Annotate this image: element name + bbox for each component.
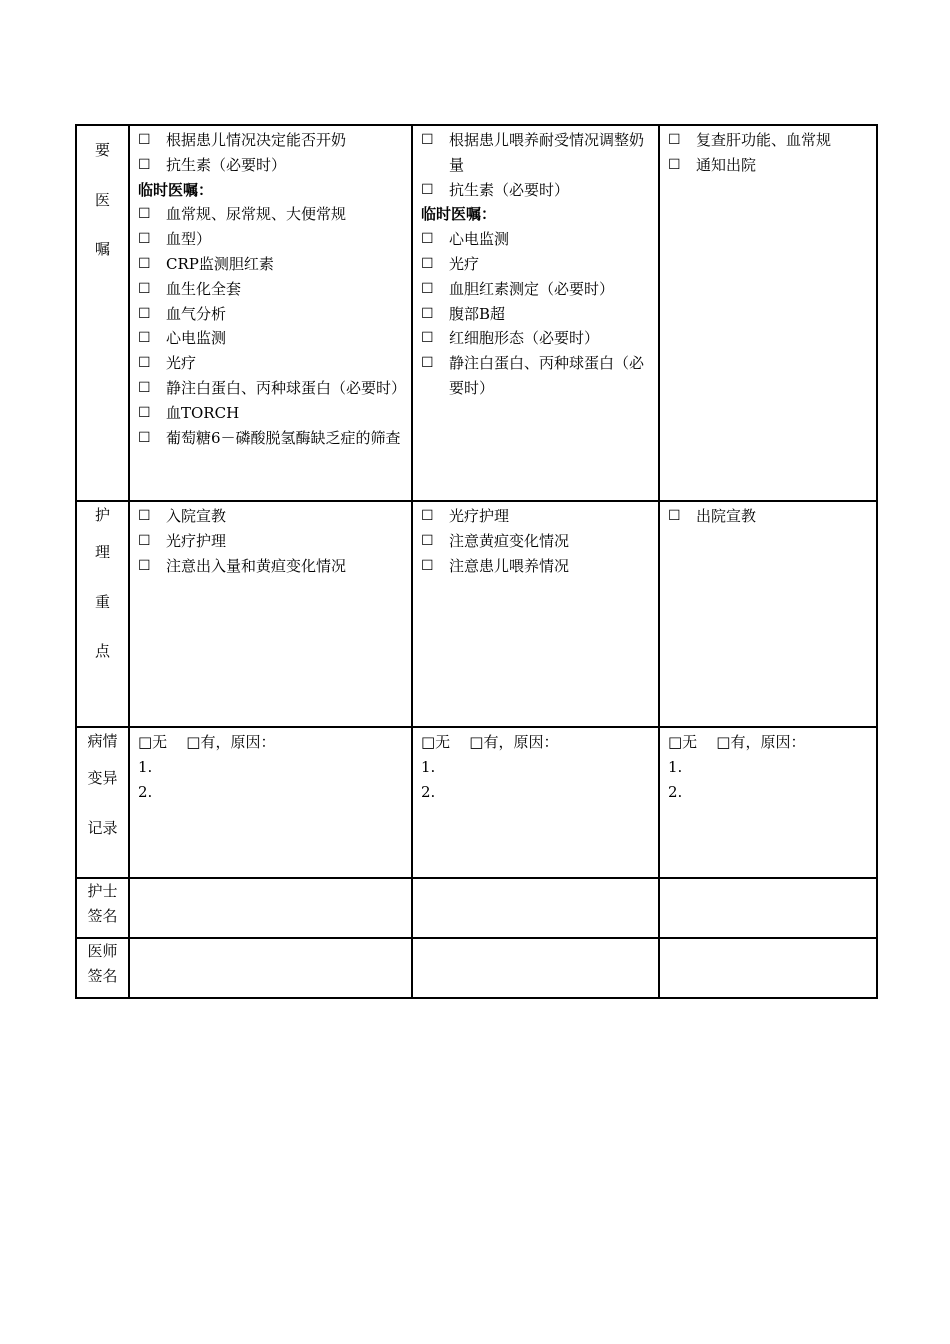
checkbox-icon[interactable]: ☐ [421, 132, 434, 148]
variance-col3 [659, 727, 877, 878]
checkbox-icon[interactable]: ☐ [138, 231, 151, 248]
orders-row [76, 125, 877, 501]
checkbox-icon[interactable]: ☐ [138, 255, 151, 272]
checkbox-icon[interactable]: ☐ [668, 156, 681, 173]
doctor-sign-label: 医师 签名 [76, 938, 129, 998]
variance-row [76, 727, 877, 878]
checklist-item[interactable]: ☐ 腹部B超 [421, 302, 652, 327]
checkbox-icon[interactable]: ☐ [421, 280, 434, 297]
nurse-sign-label: 护士 签名 [76, 878, 129, 938]
checklist-item[interactable]: ☐ 血胆红素测定（必要时） [421, 277, 652, 302]
checkbox-icon[interactable]: ☐ [421, 305, 434, 322]
checkbox-icon[interactable]: ☐ [421, 508, 434, 524]
checklist-item[interactable]: ☐ 出院宣教 [668, 504, 870, 529]
checkbox-icon[interactable]: ☐ [138, 330, 151, 347]
clinical-pathway-table [75, 124, 878, 999]
variance-none-option[interactable]: □无 [138, 733, 168, 751]
checkbox-icon[interactable]: ☐ [138, 404, 151, 421]
temporary-orders-heading: 临时医嘱： [421, 205, 497, 224]
checklist-item[interactable]: ☐ 抗生素（必要时） [138, 153, 405, 178]
checklist-item[interactable]: ☐ 心电监测 [138, 326, 405, 351]
checklist-item[interactable]: ☐ 光疗 [421, 252, 652, 277]
checklist-item[interactable]: ☐ 血常规、尿常规、大便常规 [138, 202, 405, 227]
temporary-orders-heading: 临时医嘱： [138, 180, 214, 199]
variance-col2 [412, 727, 659, 878]
variance-reason-2[interactable]: 2. [668, 782, 683, 801]
variance-reason-1[interactable]: 1. [138, 757, 153, 776]
checkbox-icon[interactable]: ☐ [138, 379, 151, 396]
checklist-item[interactable]: ☐ 血型） [138, 227, 405, 252]
nursing-row [76, 501, 877, 727]
checkbox-icon[interactable]: ☐ [138, 508, 151, 524]
checklist-item[interactable]: ☐ 血气分析 [138, 302, 405, 327]
nursing-col3 [659, 501, 877, 727]
nurse-sign-row [76, 878, 877, 938]
orders-col3 [659, 125, 877, 501]
doctor-sign-col1[interactable] [129, 938, 412, 998]
orders-row-label: 要 医 嘱 [76, 125, 129, 501]
checklist-item[interactable]: ☐ 注意患儿喂养情况 [421, 554, 652, 579]
checklist-item[interactable]: ☐ 葡萄糖6－磷酸脱氢酶缺乏症的筛查 [138, 426, 405, 451]
doctor-sign-row [76, 938, 877, 998]
checklist-item[interactable]: ☐ CRP监测胆红素 [138, 252, 405, 277]
checkbox-icon[interactable]: ☐ [138, 305, 151, 322]
checkbox-icon[interactable]: ☐ [138, 532, 151, 549]
checkbox-icon[interactable]: ☐ [421, 532, 434, 549]
orders-col2 [412, 125, 659, 501]
nurse-sign-col3[interactable] [659, 878, 877, 938]
checklist-item[interactable]: ☐ 入院宣教 [138, 504, 405, 529]
checklist-item[interactable]: ☐ 静注白蛋白、丙种球蛋白（必要时） [138, 376, 405, 401]
nursing-col1 [129, 501, 412, 727]
checklist-item[interactable]: ☐ 根据患儿情况决定能否开奶 [138, 128, 405, 153]
doctor-sign-col3[interactable] [659, 938, 877, 998]
variance-yes-option[interactable]: □有，原因： [716, 733, 806, 751]
checkbox-icon[interactable]: ☐ [421, 330, 434, 347]
checkbox-icon[interactable]: ☐ [421, 355, 434, 372]
checkbox-icon[interactable]: ☐ [138, 132, 151, 148]
checkbox-icon[interactable]: ☐ [668, 508, 681, 524]
checklist-item[interactable]: ☐ 心电监测 [421, 227, 652, 252]
nursing-col2 [412, 501, 659, 727]
checklist-item[interactable]: ☐ 光疗 [138, 351, 405, 376]
variance-col1 [129, 727, 412, 878]
checkbox-icon[interactable]: ☐ [421, 255, 434, 272]
checkbox-icon[interactable]: ☐ [421, 181, 434, 198]
orders-col1 [129, 125, 412, 501]
checklist-item[interactable]: ☐ 根据患儿喂养耐受情况调整奶量 [421, 128, 652, 178]
variance-reason-1[interactable]: 1. [668, 757, 683, 776]
variance-reason-2[interactable]: 2. [421, 782, 436, 801]
checklist-item[interactable]: ☐ 注意黄疸变化情况 [421, 529, 652, 554]
checkbox-icon[interactable]: ☐ [138, 280, 151, 297]
variance-reason-1[interactable]: 1. [421, 757, 436, 776]
checklist-item[interactable]: ☐ 血TORCH [138, 401, 405, 426]
checkbox-icon[interactable]: ☐ [138, 156, 151, 173]
checklist-item[interactable]: ☐ 光疗护理 [421, 504, 652, 529]
checkbox-icon[interactable]: ☐ [421, 231, 434, 248]
checklist-item[interactable]: ☐ 光疗护理 [138, 529, 405, 554]
variance-none-option[interactable]: □无 [668, 733, 698, 751]
checklist-item[interactable]: ☐ 注意出入量和黄疸变化情况 [138, 554, 405, 579]
checkbox-icon[interactable]: ☐ [138, 355, 151, 372]
doctor-sign-col2[interactable] [412, 938, 659, 998]
checklist-item[interactable]: ☐ 复查肝功能、血常规 [668, 128, 870, 153]
variance-yes-option[interactable]: □有，原因： [469, 733, 559, 751]
nurse-sign-col1[interactable] [129, 878, 412, 938]
variance-yes-option[interactable]: □有，原因： [186, 733, 276, 751]
variance-reason-2[interactable]: 2. [138, 782, 153, 801]
checklist-item[interactable]: ☐ 静注白蛋白、丙种球蛋白（必要时） [421, 351, 652, 401]
checkbox-icon[interactable]: ☐ [138, 206, 151, 223]
nurse-sign-col2[interactable] [412, 878, 659, 938]
checklist-item[interactable]: ☐ 血生化全套 [138, 277, 405, 302]
checklist-item[interactable]: ☐ 抗生素（必要时） [421, 178, 652, 203]
checklist-item[interactable]: ☐ 通知出院 [668, 153, 870, 178]
variance-row-label: 病情 变异 记录 [76, 727, 129, 878]
checkbox-icon[interactable]: ☐ [138, 429, 151, 446]
variance-none-option[interactable]: □无 [421, 733, 451, 751]
checkbox-icon[interactable]: ☐ [668, 132, 681, 148]
nursing-row-label: 护 理 重 点 [76, 501, 129, 727]
checkbox-icon[interactable]: ☐ [138, 557, 151, 574]
checkbox-icon[interactable]: ☐ [421, 557, 434, 574]
checklist-item[interactable]: ☐ 红细胞形态（必要时） [421, 326, 652, 351]
